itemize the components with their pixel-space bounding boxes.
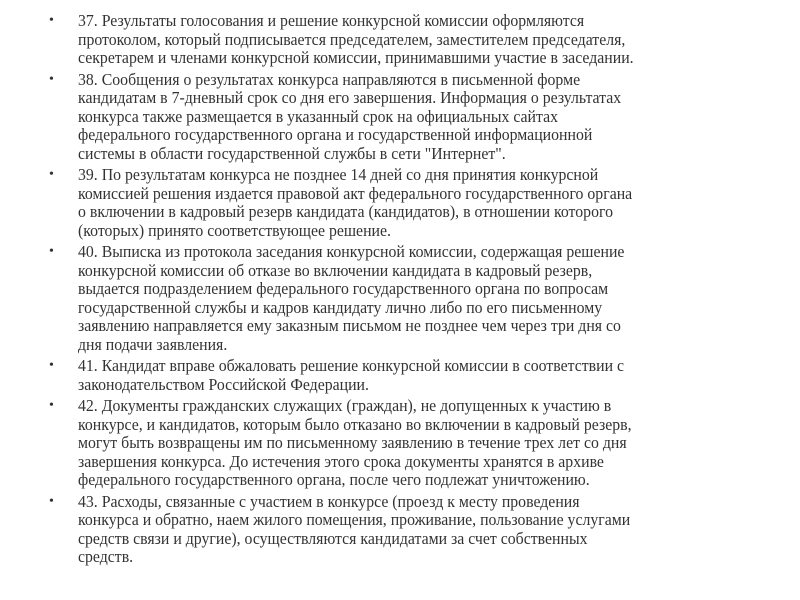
text-line: 39. По результатам конкурса не позднее 14 дней со дня принятия конкурсной [78, 165, 599, 184]
bullet-icon: • [49, 358, 54, 373]
bullet-icon: • [49, 167, 54, 182]
text-line: выдается подразделением федерального государственного органа по вопросам [78, 279, 609, 298]
bullet-icon: • [49, 493, 54, 509]
text-line: могут быть возвращены им по письменному заявлению в течение трех лет со дня [78, 433, 627, 452]
text-line: федерального государственного органа и государственной информационной [78, 125, 593, 144]
bullet-icon: • [49, 398, 54, 413]
list-item [0, 71, 800, 164]
text-line: завершения конкурса. До истечения этого срока документы хранятся в архиве [78, 451, 604, 471]
text-line: государственной службы и кадров кандидату лично либо по его письменному [78, 297, 603, 317]
text-line: 38. Сообщения о результатах конкурса направляются в письменной форме [78, 69, 581, 89]
text-line: конкурсной комиссии об отказе во включении кандидата в кадровый резерв, [78, 260, 593, 280]
list-item [0, 357, 800, 394]
text-line: законодательством Российской Федерации. [78, 374, 369, 394]
text-line: (которых) принято соответствующее решение. [78, 220, 391, 240]
text-line: кандидатам в 7-дневный срок со дня его завершения. Информация о результатах [78, 88, 622, 107]
text-line: комиссией решения издается правовой акт федерального государственного органа [78, 183, 633, 203]
text-line: 37. Результаты голосования и решение конкурсной комиссии оформляются [78, 11, 585, 30]
text-line: конкурса и обратно, наем жилого помещения, проживание, пользование услугами [78, 510, 631, 529]
text-line: 40. Выписка из протокола заседания конкурсной комиссии, содержащая решение [78, 242, 625, 261]
text-line: о включении в кадровый резерв кандидата (кандидатов), в отношении которого [78, 202, 613, 221]
text-line: конкурсе, и кандидатов, которым было отказано во включении в кадровый резерв, [78, 414, 632, 434]
text-line: протоколом, который подписывается председателем, заместителем председателя, [78, 29, 626, 49]
list-item [0, 166, 800, 240]
document-body [0, 12, 800, 570]
text-line: федерального государственного органа, после чего подлежат уничтожению. [78, 470, 590, 489]
text-line: системы в области государственной службы в сети "Интернет". [78, 143, 506, 163]
text-line: 42. Документы гражданских служащих (граждан), не допущенных к участию в [78, 396, 612, 415]
bullet-icon: • [49, 71, 54, 87]
list-item [0, 493, 800, 567]
list-item [0, 397, 800, 490]
text-line: заявлению направляется ему заказным письмом не позднее чем через три дня со [78, 316, 621, 335]
text-line: средств связи и другие), осуществляются кандидатами за счет собственных [78, 528, 588, 548]
text-line: конкурса также размещается в указанный срок на официальных сайтах [78, 106, 559, 126]
list-item [0, 243, 800, 354]
bullet-icon: • [49, 13, 54, 28]
list-item [0, 12, 800, 68]
text-line: дня подачи заявления. [78, 334, 228, 354]
text-line: 41. Кандидат вправе обжаловать решение конкурсной комиссии в соответствии с [78, 356, 624, 375]
text-line: средств. [78, 547, 134, 566]
bullet-icon: • [49, 244, 54, 259]
text-line: 43. Расходы, связанные с участием в конкурсе (проезд к месту проведения [78, 491, 580, 511]
text-line: секретарем и членами конкурсной комиссии, принимавшими участие в заседании. [78, 48, 634, 67]
